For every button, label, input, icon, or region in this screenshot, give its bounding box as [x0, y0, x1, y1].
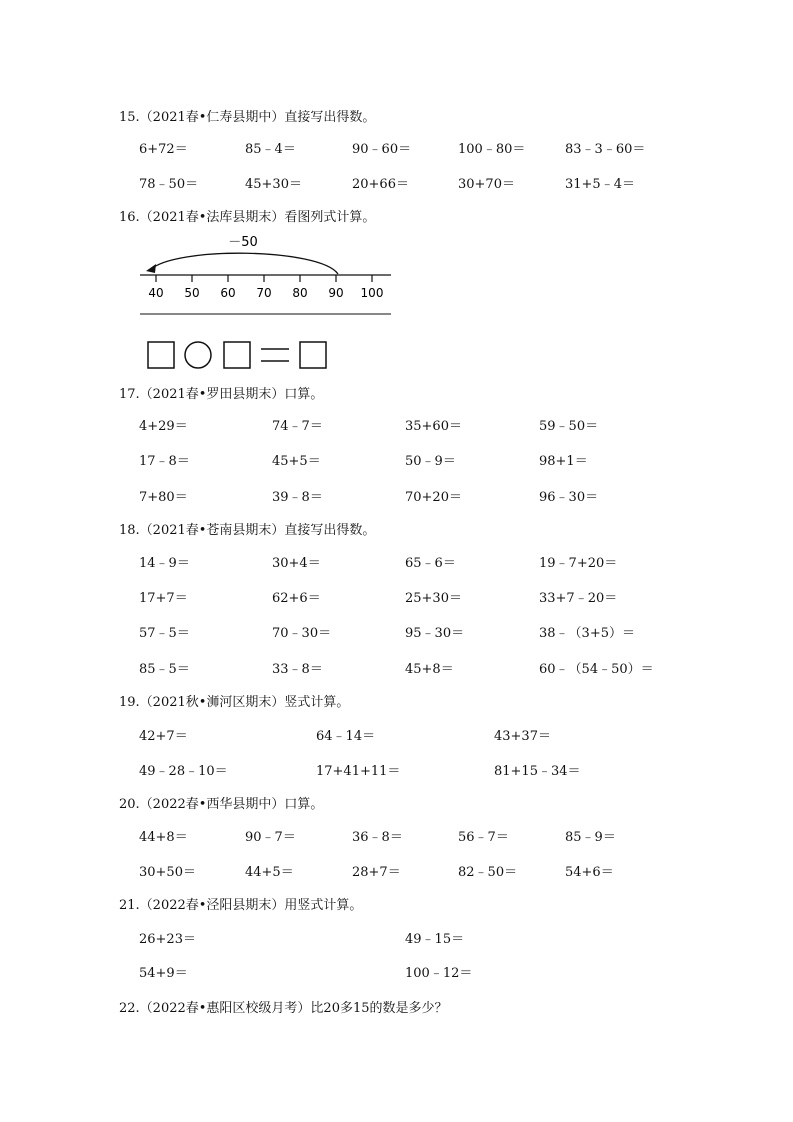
expression: 85﹣5＝	[139, 662, 190, 677]
question-21-title: 21.（2022春•泾阳县期末）用竖式计算。	[119, 898, 363, 913]
expression: 100﹣12＝	[405, 966, 473, 981]
expression: 56﹣7＝	[458, 830, 509, 845]
question-19-title: 19.（2021秋•浉河区期末）竖式计算。	[119, 695, 350, 710]
question-15-row-2	[0, 173, 793, 191]
tick-label: 50	[184, 286, 200, 300]
expression: 90﹣7＝	[245, 830, 296, 845]
expression: 30+4＝	[272, 556, 321, 571]
expression: 57﹣5＝	[139, 626, 190, 641]
jump-arrow	[150, 253, 338, 274]
expression: 28+7＝	[352, 865, 401, 880]
expression: 17+7＝	[139, 591, 188, 606]
question-17-row-1	[0, 415, 793, 433]
expression: 49﹣15＝	[405, 932, 465, 947]
expression: 20+66＝	[352, 177, 409, 192]
expression: 62+6＝	[272, 591, 321, 606]
tick-label: 90	[328, 286, 344, 300]
answer-box-2	[224, 342, 250, 368]
expression: 39﹣8＝	[272, 490, 323, 505]
expression: 59﹣50＝	[539, 419, 599, 434]
expression: 36﹣8＝	[352, 830, 403, 845]
question-15-title: 15.（2021春•仁寿县期中）直接写出得数。	[119, 110, 376, 125]
expression: 81+15﹣34＝	[494, 764, 581, 779]
question-21-row-1	[0, 928, 793, 946]
question-17-title: 17.（2021春•罗田县期末）口算。	[119, 387, 324, 402]
number-line-figure	[0, 228, 793, 374]
expression: 42+7＝	[139, 729, 188, 744]
expression: 38﹣（3+5）＝	[539, 626, 635, 641]
expression: 98+1＝	[539, 454, 588, 469]
question-19-row-2	[0, 760, 793, 778]
question-17-row-3	[0, 486, 793, 504]
tick-label: 100	[360, 286, 384, 300]
question-19-row-1	[0, 725, 793, 743]
expression: 7+80＝	[139, 490, 188, 505]
expression: 25+30＝	[405, 591, 462, 606]
expression: 35+60＝	[405, 419, 462, 434]
question-18-row-1	[0, 552, 793, 570]
question-21-row-2	[0, 962, 793, 980]
expression: 100﹣80＝	[458, 142, 526, 157]
expression: 54+6＝	[565, 865, 614, 880]
question-17-row-2	[0, 450, 793, 468]
arrow-head	[146, 264, 156, 273]
expression: 45+5＝	[272, 454, 321, 469]
expression: 31+5﹣4＝	[565, 177, 635, 192]
expression: 45+8＝	[405, 662, 454, 677]
tick-label: 60	[220, 286, 236, 300]
expression: 50﹣9＝	[405, 454, 456, 469]
question-20-title: 20.（2022春•西华县期中）口算。	[119, 797, 324, 812]
question-18-row-4	[0, 658, 793, 676]
expression: 65﹣6＝	[405, 556, 456, 571]
expression: 60﹣（54﹣50）＝	[539, 662, 654, 677]
tick-label: 40	[148, 286, 164, 300]
tick-label: 80	[292, 286, 308, 300]
question-20-row-2	[0, 861, 793, 879]
expression: 14﹣9＝	[139, 556, 190, 571]
expression: 6+72＝	[139, 142, 188, 157]
expression: 30+50＝	[139, 865, 196, 880]
expression: 70﹣30＝	[272, 626, 332, 641]
expression: 95﹣30＝	[405, 626, 465, 641]
expression: 43+37＝	[494, 729, 551, 744]
answer-box-3	[300, 342, 326, 368]
expression: 64﹣14＝	[316, 729, 376, 744]
expression: 4+29＝	[139, 419, 188, 434]
expression: 44+8＝	[139, 830, 188, 845]
expression: 74﹣7＝	[272, 419, 323, 434]
expression: 90﹣60＝	[352, 142, 412, 157]
expression: 26+23＝	[139, 932, 196, 947]
expression: 85﹣9＝	[565, 830, 616, 845]
expression: 44+5＝	[245, 865, 294, 880]
question-22-title: 22.（2022春•惠阳区校级月考）比20多15的数是多少？	[119, 1001, 448, 1016]
expression: 17+41+11＝	[316, 764, 401, 779]
question-15-row-1	[0, 138, 793, 156]
question-16-title: 16.（2021春•法库县期末）看图列式计算。	[119, 210, 376, 225]
operator-circle	[185, 342, 211, 368]
expression: 17﹣8＝	[139, 454, 190, 469]
question-20-row-1	[0, 826, 793, 844]
arrow-label: －50	[228, 235, 258, 250]
question-18-row-3	[0, 622, 793, 640]
question-18-row-2	[0, 587, 793, 605]
tick-marks	[148, 275, 383, 300]
expression: 49﹣28﹣10＝	[139, 764, 228, 779]
question-18-title: 18.（2021春•苍南县期末）直接写出得数。	[119, 523, 376, 538]
expression: 83﹣3﹣60＝	[565, 142, 646, 157]
expression: 96﹣30＝	[539, 490, 599, 505]
expression: 33+7﹣20＝	[539, 591, 618, 606]
expression: 54+9＝	[139, 966, 188, 981]
expression: 33﹣8＝	[272, 662, 323, 677]
expression: 30+70＝	[458, 177, 515, 192]
expression: 78﹣50＝	[139, 177, 199, 192]
expression: 19﹣7+20＝	[539, 556, 618, 571]
expression: 70+20＝	[405, 490, 462, 505]
expression: 82﹣50＝	[458, 865, 518, 880]
tick-label: 70	[256, 286, 272, 300]
expression: 45+30＝	[245, 177, 302, 192]
answer-box-1	[148, 342, 174, 368]
expression: 85﹣4＝	[245, 142, 296, 157]
